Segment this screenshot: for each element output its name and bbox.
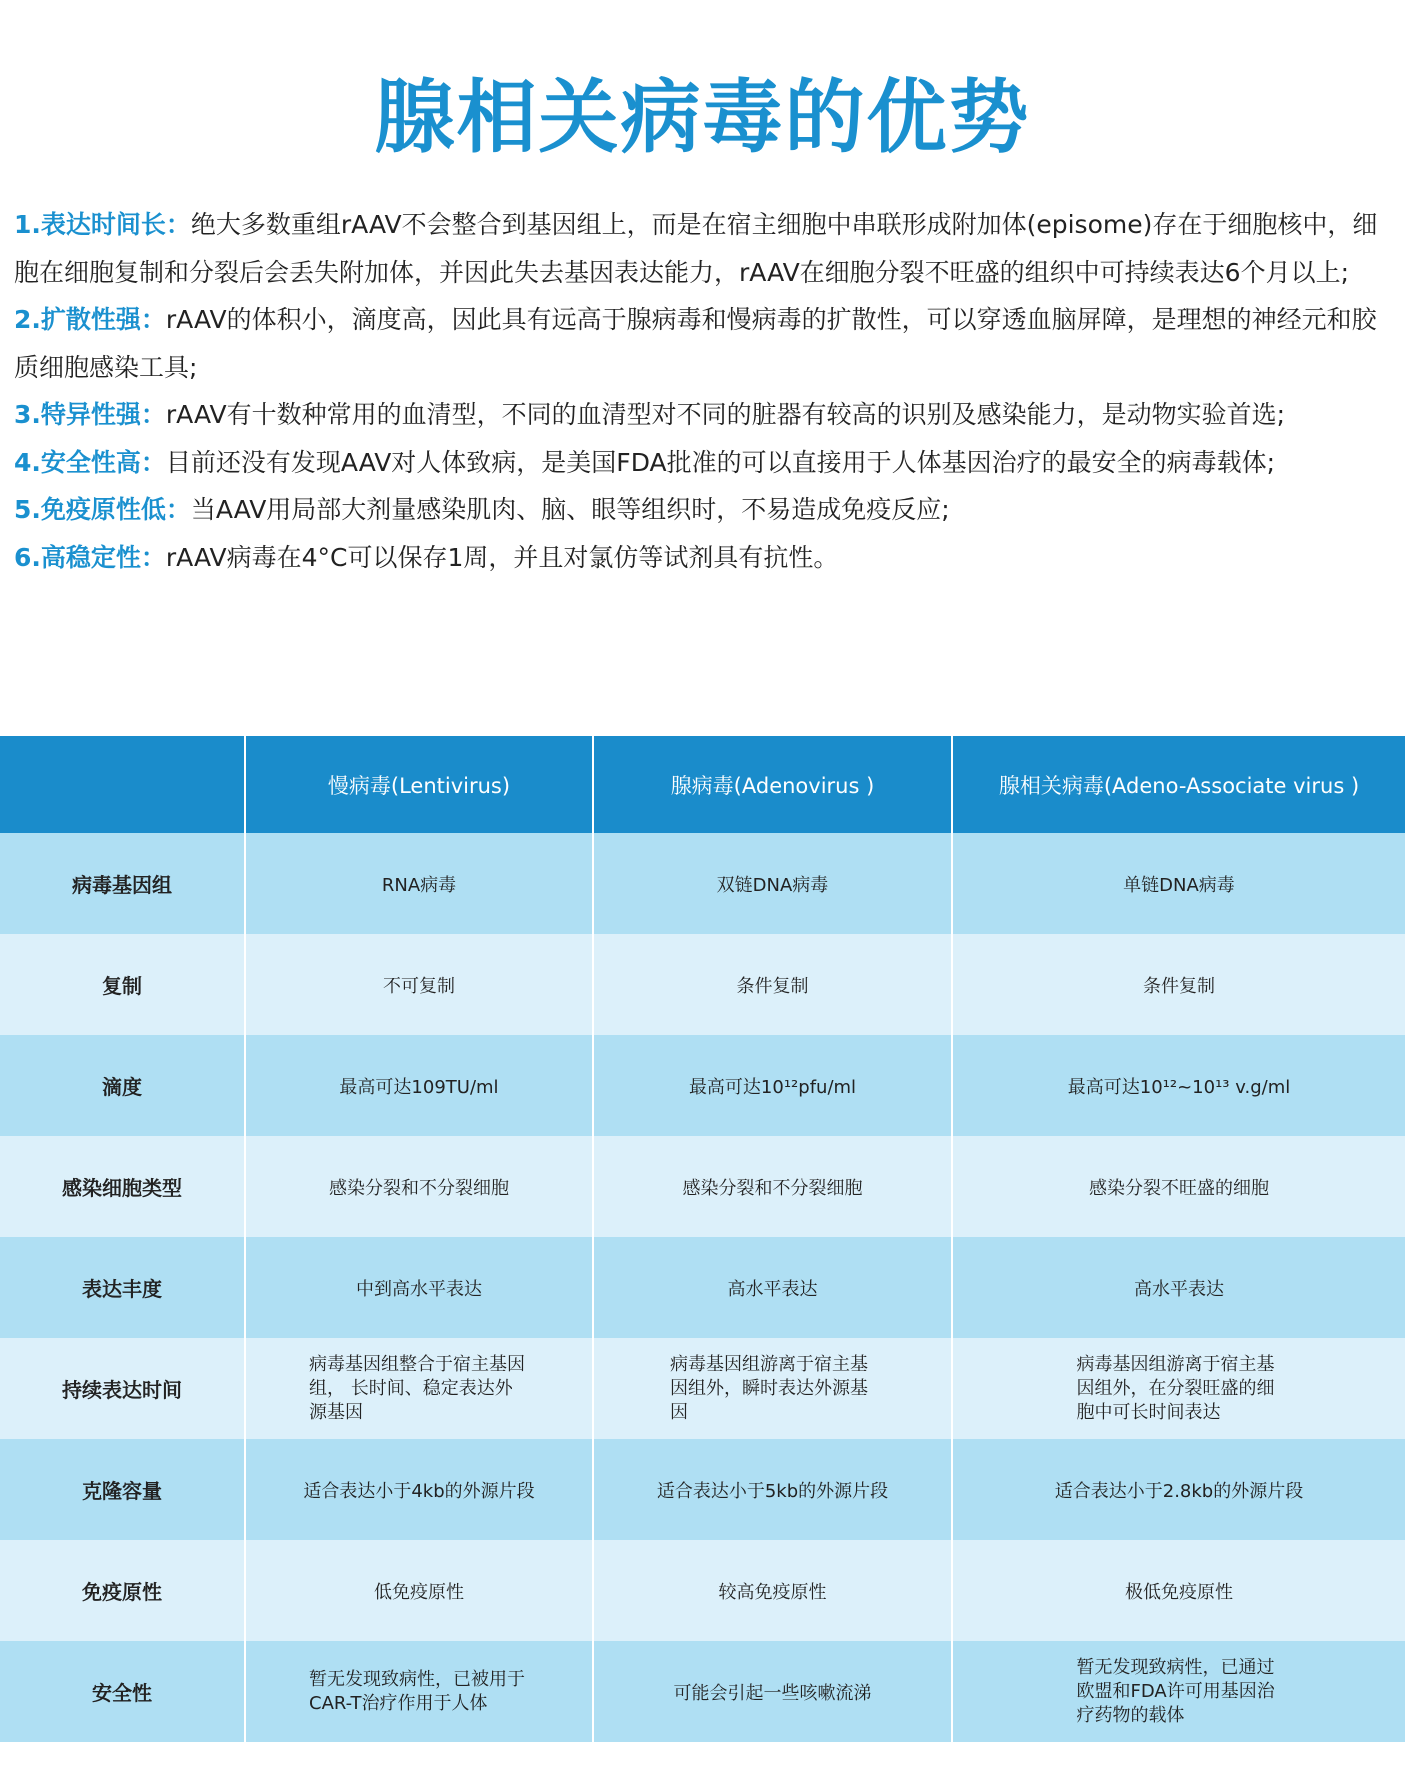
advantage-heading: 1.表达时间长：	[14, 210, 191, 239]
table-cell	[245, 1641, 593, 1742]
table-row	[0, 1439, 1405, 1540]
table-cell: 高水平表达	[952, 1237, 1405, 1338]
cell-text: 暂无发现致病性，已通过欧盟和FDA许可用基因治疗药物的载体	[1076, 1656, 1275, 1726]
advantage-item	[14, 296, 1392, 391]
table-row	[0, 833, 1405, 934]
table-cell: 单链DNA病毒	[952, 833, 1405, 934]
header-cell-aav: 腺相关病毒(Adeno-Associate virus )	[952, 736, 1405, 833]
advantage-heading: 2.扩散性强：	[14, 305, 166, 334]
table-cell: 适合表达小于4kb的外源片段	[245, 1439, 593, 1540]
row-label: 克隆容量	[0, 1439, 245, 1540]
table-cell	[245, 1338, 593, 1439]
table-cell: 适合表达小于5kb的外源片段	[593, 1439, 952, 1540]
table-row	[0, 1035, 1405, 1136]
row-label: 复制	[0, 934, 245, 1035]
table-cell	[593, 1338, 952, 1439]
advantage-item	[14, 201, 1392, 296]
cell-text: 病毒基因组整合于宿主基因组， 长时间、稳定表达外源基因	[309, 1353, 525, 1423]
advantage-text: rAAV有十数种常用的血清型，不同的血清型对不同的脏器有较高的识别及感染能力，是动物实验首选;	[165, 400, 1286, 429]
table-header-row	[0, 736, 1405, 833]
table-cell: 中到高水平表达	[245, 1237, 593, 1338]
advantage-heading: 5.免疫原性低：	[14, 495, 191, 524]
advantage-heading: 3.特异性强：	[14, 400, 166, 429]
table-row	[0, 1540, 1405, 1641]
advantage-text: 绝大多数重组rAAV不会整合到基因组上，而是在宿主细胞中串联形成附加体(episome)存在于细胞核中，细胞在细胞复制和分裂后会丢失附加体，并因此失去基因表达能力，rAAV在细胞分裂不旺盛的组织中可持续表达6个月以上;	[14, 210, 1378, 287]
row-label: 安全性	[0, 1641, 245, 1742]
table-cell: 感染分裂不旺盛的细胞	[952, 1136, 1405, 1237]
advantage-item	[14, 439, 1392, 487]
table-cell: 条件复制	[952, 934, 1405, 1035]
table-cell: 最高可达10¹²pfu/ml	[593, 1035, 952, 1136]
row-label: 滴度	[0, 1035, 245, 1136]
advantage-text: 目前还没有发现AAV对人体致病，是美国FDA批准的可以直接用于人体基因治疗的最安全的病毒载体;	[165, 447, 1276, 477]
table-cell: 可能会引起一些咳嗽流涕	[593, 1641, 952, 1742]
row-label: 持续表达时间	[0, 1338, 245, 1439]
table-cell: 双链DNA病毒	[593, 833, 952, 934]
table-cell: 最高可达109TU/ml	[245, 1035, 593, 1136]
table-cell: 感染分裂和不分裂细胞	[245, 1136, 593, 1237]
table-cell: 高水平表达	[593, 1237, 952, 1338]
header-cell-adenovirus: 腺病毒(Adenovirus )	[593, 736, 952, 833]
table-cell: 较高免疫原性	[593, 1540, 952, 1641]
table-row	[0, 934, 1405, 1035]
header-cell-empty	[0, 736, 245, 833]
row-label: 病毒基因组	[0, 833, 245, 934]
table-cell: 条件复制	[593, 934, 952, 1035]
page-title: 腺相关病毒的优势	[374, 71, 1031, 164]
advantage-heading: 4.安全性高：	[14, 447, 166, 477]
advantage-text: rAAV的体积小，滴度高，因此具有远高于腺病毒和慢病毒的扩散性，可以穿透血脑屏障，是理想的神经元和胶质细胞感染工具;	[14, 305, 1377, 382]
table-cell: 最高可达10¹²~10¹³ v.g/ml	[952, 1035, 1405, 1136]
row-label: 感染细胞类型	[0, 1136, 245, 1237]
row-label: 免疫原性	[0, 1540, 245, 1641]
advantage-item	[14, 534, 1392, 582]
advantage-list	[14, 201, 1392, 581]
table-cell: 不可复制	[245, 934, 593, 1035]
cell-text: 病毒基因组游离于宿主基因组外，在分裂旺盛的细胞中可长时间表达	[1076, 1353, 1275, 1423]
table-cell: 感染分裂和不分裂细胞	[593, 1136, 952, 1237]
advantage-text: rAAV病毒在4°C可以保存1周，并且对氯仿等试剂具有抗性。	[165, 542, 839, 572]
table-cell: 极低免疫原性	[952, 1540, 1405, 1641]
table-row	[0, 1338, 1405, 1439]
row-label: 表达丰度	[0, 1237, 245, 1338]
table-row	[0, 1641, 1405, 1742]
table-cell: 低免疫原性	[245, 1540, 593, 1641]
table-cell	[952, 1641, 1405, 1742]
cell-text: 暂无发现致病性，已被用于CAR-T治疗作用于人体	[309, 1668, 525, 1714]
advantage-heading: 6.高稳定性：	[14, 542, 166, 572]
table-cell: 适合表达小于2.8kb的外源片段	[952, 1439, 1405, 1540]
header-cell-lentivirus: 慢病毒(Lentivirus)	[245, 736, 593, 833]
table-row	[0, 1136, 1405, 1237]
cell-text: 病毒基因组游离于宿主基因组外，瞬时表达外源基因	[670, 1353, 868, 1423]
table-row	[0, 1237, 1405, 1338]
advantage-item	[14, 391, 1392, 439]
table-cell	[952, 1338, 1405, 1439]
comparison-table	[0, 736, 1405, 1742]
advantage-text: 当AAV用局部大剂量感染肌肉、脑、眼等组织时，不易造成免疫反应;	[190, 495, 950, 524]
advantage-item	[14, 486, 1392, 534]
table-cell: RNA病毒	[245, 833, 593, 934]
